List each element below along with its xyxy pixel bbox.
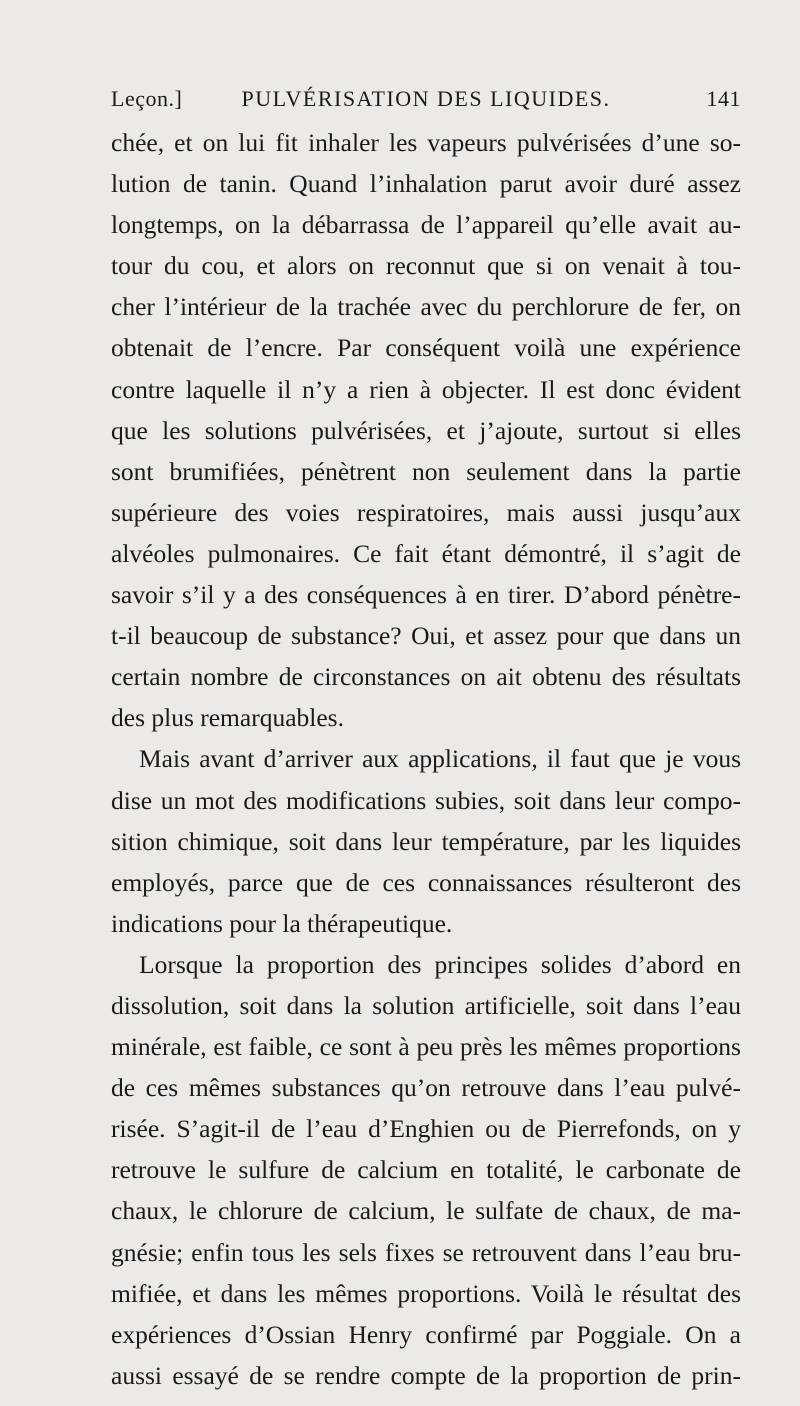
text-line: expériences d’Ossian Henry confirmé par Poggiale. On a: [111, 1319, 741, 1349]
text-line: employés, parce que de ces connaissances résulteront des: [111, 867, 741, 897]
text-line: contre laquelle il n’y a rien à objecter. Il est donc évident: [111, 374, 741, 404]
text-line: des plus remarquables.: [111, 703, 344, 733]
text-line: retrouve le sulfure de calcium en totalité, le carbonate de: [111, 1155, 741, 1185]
page-number: 141: [706, 86, 741, 111]
text-line: cher l’intérieur de la trachée avec du perchlorure de fer, on: [111, 292, 741, 322]
text-line: dise un mot des modifications subies, soit dans leur compo-: [111, 785, 741, 815]
text-line: t-il beaucoup de substance? Oui, et assez pour que dans un: [111, 621, 741, 651]
text-line: tour du cou, et alors on reconnut que si on venait à tou-: [111, 251, 741, 281]
text-line: risée. S’agit-il de l’eau d’Enghien ou de Pierrefonds, on y: [111, 1114, 741, 1144]
text-line: chée, et on lui fit inhaler les vapeurs pulvérisées d’une so-: [111, 128, 741, 157]
text-line: supérieure des voies respiratoires, mais aussi jusqu’aux: [111, 497, 741, 527]
text-line: dissolution, soit dans la solution artificielle, soit dans l’eau: [111, 990, 741, 1020]
text-line: sition chimique, soit dans leur température, par les liquides: [111, 826, 741, 856]
text-line: mifiée, et dans les mêmes proportions. Voilà le résultat des: [111, 1278, 741, 1308]
body-text: [111, 122, 741, 1396]
text-line: alvéoles pulmonaires. Ce fait étant démontré, il s’agit de: [111, 538, 741, 568]
running-title: PULVÉRISATION DES LIQUIDES.: [241, 86, 611, 111]
text-line: de ces mêmes substances qu’on retrouve dans l’eau pulvé-: [111, 1073, 741, 1103]
text-line: indications pour la thérapeutique.: [111, 908, 453, 938]
text-line: chaux, le chlorure de calcium, le sulfate de chaux, de ma-: [111, 1196, 741, 1226]
text-line: minérale, est faible, ce sont à peu près les mêmes proportions: [111, 1032, 741, 1062]
text-line: obtenait de l’encre. Par conséquent voilà une expérience: [111, 333, 741, 363]
chapter-label: Leçon.]: [111, 86, 183, 111]
running-header: [111, 86, 741, 120]
text-line: certain nombre de circonstances on ait obtenu des résultats: [111, 662, 741, 692]
text-line: que les solutions pulvérisées, et j’ajoute, surtout si elles: [111, 415, 741, 445]
text-line: lution de tanin. Quand l’inhalation parut avoir duré assez: [111, 169, 741, 199]
text-line: savoir s’il y a des conséquences à en tirer. D’abord pénètre-: [111, 580, 741, 610]
text-line: Mais avant d’arriver aux applications, il faut que je vous: [139, 744, 741, 774]
text-line: sont brumifiées, pénètrent non seulement dans la partie: [111, 456, 741, 486]
text-line: longtemps, on la débarrassa de l’appareil qu’elle avait au-: [111, 210, 741, 240]
text-line: aussi essayé de se rendre compte de la proportion de prin-: [111, 1360, 741, 1390]
text-line: gnésie; enfin tous les sels fixes se retrouvent dans l’eau bru-: [111, 1237, 741, 1267]
text-line: Lorsque la proportion des principes solides d’abord en: [139, 949, 741, 979]
